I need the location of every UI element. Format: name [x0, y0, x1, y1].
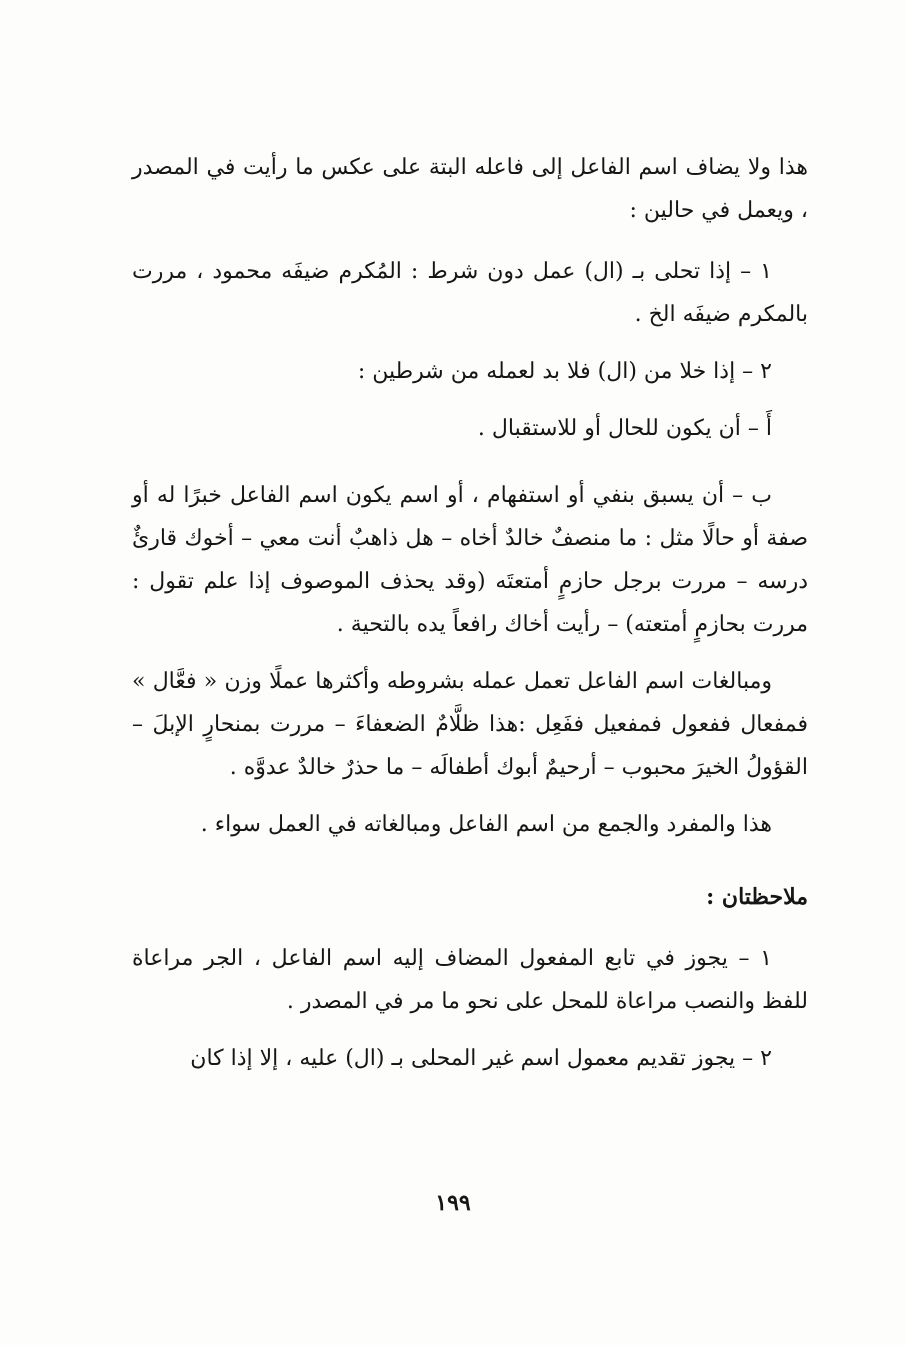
paragraph-case-two: ٢ – إذا خلا من (ال) فلا بد لعمله من شرطين :	[357, 359, 772, 384]
page-body	[132, 146, 808, 1080]
note-one: ١ – يجوز في تابع المفعول المضاف إليه اسم الفاعل ، الجر مراعاة للفظ والنصب مراعاة للمحل على نحو ما مر في المصدر .	[132, 946, 808, 1014]
paragraph-case-one: ١ – إذا تحلى بـ (ال) عمل دون شرط : المُكرم ضيفَه محمود ، مررت بالمكرم ضيفَه الخ .	[132, 259, 808, 327]
paragraph-condition-a: أَ – أن يكون للحال أو للاستقبال .	[477, 416, 772, 441]
note-two: ٢ – يجوز تقديم معمول اسم غير المحلى بـ (ال) عليه ، إلا إذا كان	[190, 1046, 772, 1071]
page-number: ١٩٩	[435, 1190, 471, 1216]
notes-heading: ملاحظتان :	[706, 884, 808, 910]
paragraph-intro: هذا ولا يضاف اسم الفاعل إلى فاعله البتة على عكس ما رأيت في المصدر ، ويعمل في حالين :	[132, 155, 808, 223]
paragraph-intensive-forms: ومبالغات اسم الفاعل تعمل عمله بشروطه وأكثرها عملًا وزن « فعَّال » فمفعال ففعول فمفعيل ففَعِل :هذا ظلَّامٌ الضعفاءَ – مررت بمنحارٍ الإبلَ – القؤولُ الخيرَ محبوب – أرحيمٌ أبوك أطفالَه – ما حذرٌ خالدٌ عدوَّه .	[132, 669, 808, 780]
paragraph-condition-b: ب – أن يسبق بنفي أو استفهام ، أو اسم يكون اسم الفاعل خبرًا له أو صفة أو حالًا مثل : ما منصفٌ خالدٌ أخاه – هل ذاهبٌ أنت معي – أخوك قارئٌ درسه – مررت برجل حازمٍ أمتعتَه (وقد يحذف الموصوف إذا علم تقول : مررت بحازمٍ أمتعته) – رأيت أخاك رافعاً يده بالتحية .	[132, 483, 808, 637]
paragraph-singular-plural: هذا والمفرد والجمع من اسم الفاعل ومبالغاته في العمل سواء .	[200, 812, 772, 837]
